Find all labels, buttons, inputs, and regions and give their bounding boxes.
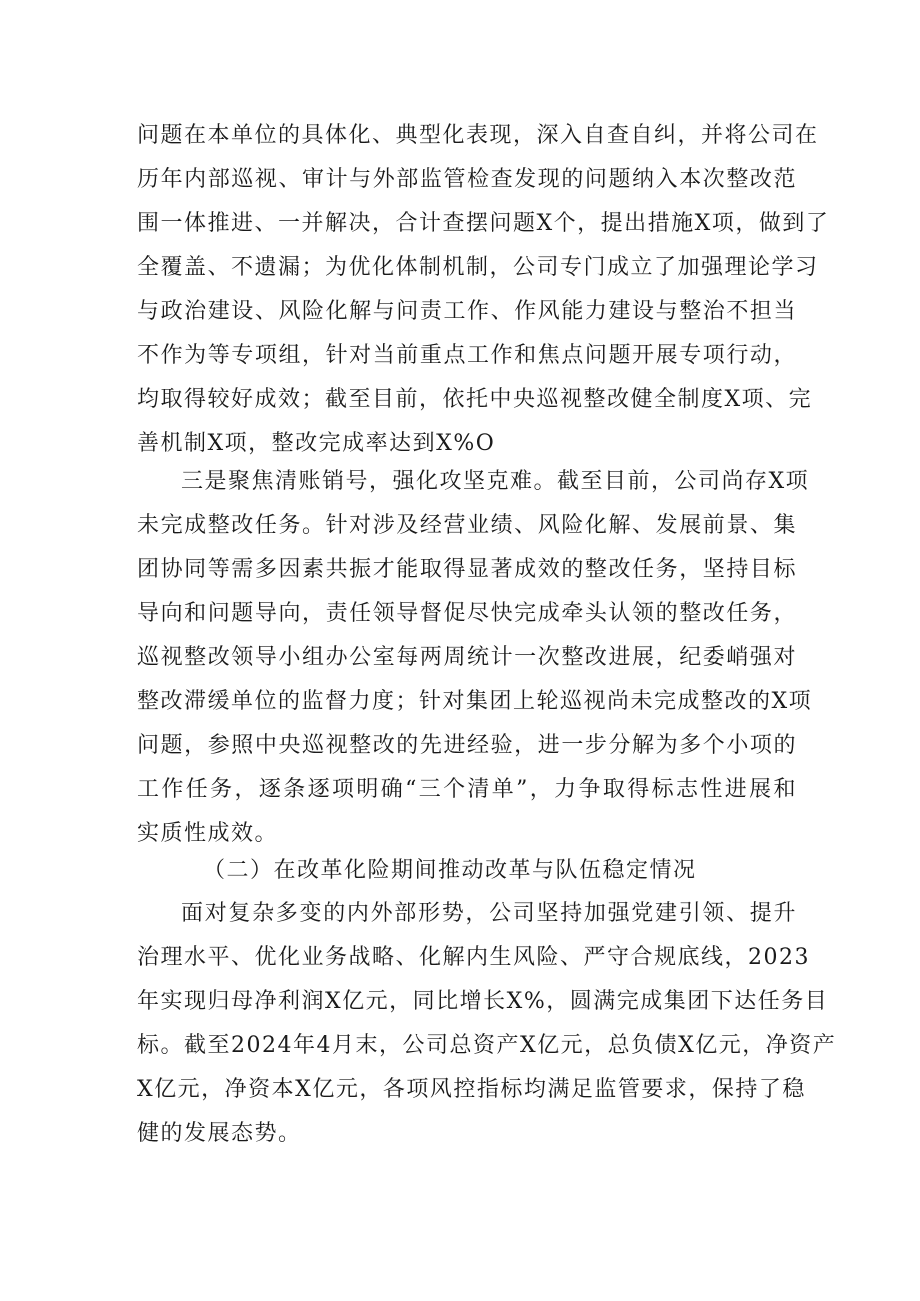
- text-line: 治理水平、优化业务战略、化解内生风险、严守合规底线，2023: [137, 945, 810, 970]
- text-line: 围一体推进、一并解决，合计查摆问题X个，提出措施X项，做到了: [137, 211, 830, 236]
- text-line: 健的发展态势。: [137, 1121, 302, 1146]
- text-line: 年实现归母净利润X亿元，同比增长X%，圆满完成集团下达任务目: [137, 989, 829, 1014]
- text-line: X亿元，净资本X亿元，各项风控指标均满足监管要求，保持了稳: [137, 1077, 806, 1102]
- text-line: 整改滞缓单位的监督力度；针对集团上轮巡视尚未完成整改的X项: [137, 689, 813, 714]
- text-line: 问题在本单位的具体化、典型化表现，深入自查自纠，并将公司在: [137, 123, 819, 148]
- text-line: 实质性成效。: [137, 821, 279, 846]
- text-line: 不作为等专项组，针对当前重点工作和焦点问题开展专项行动，: [137, 343, 797, 368]
- text-line: 工作任务，逐条逐项明确“三个清单”，力争取得标志性进展和: [137, 777, 797, 802]
- text-line: 巡视整改领导小组办公室每两周统计一次整改进展，纪委峭强对: [137, 645, 797, 670]
- text-line: 历年内部巡视、审计与外部监管检查发现的问题纳入本次整改范: [137, 167, 797, 192]
- text-line: 善机制X项，整改完成率达到X%O: [137, 431, 496, 456]
- paragraph-situation: [137, 892, 837, 1156]
- text-line: 问题，参照中央巡视整改的先进经验，进一步分解为多个小项的: [137, 733, 797, 758]
- text-line: 团协同等需多因素共振才能取得显著成效的整改任务，坚持目标: [137, 557, 797, 582]
- text-line: 与政治建设、风险化解与问责工作、作风能力建设与整治不担当: [137, 299, 797, 324]
- text-line: 导向和问题导向，责任领导督促尽快完成牵头认领的整改任务，: [137, 601, 797, 626]
- paragraph-continuation: [137, 114, 830, 466]
- section-heading: [137, 849, 797, 893]
- text-line: 面对复杂多变的内外部形势，公司坚持加强党建引领、提升: [181, 901, 797, 926]
- text-line: 均取得较好成效；截至目前，依托中央巡视整改健全制度X项、完: [137, 387, 813, 412]
- text-line: 标。截至2024年4月末，公司总资产X亿元，总负债X亿元，净资产: [137, 1033, 837, 1058]
- text-line: 三是聚焦清账销号，强化攻坚克难。截至目前，公司尚存X项: [181, 469, 810, 494]
- text-line: 全覆盖、不遗漏；为优化体制机制，公司专门成立了加强理论学习: [137, 255, 819, 280]
- text-line: 未完成整改任务。针对涉及经营业绩、风险化解、发展前景、集: [137, 513, 797, 538]
- paragraph-focus-clearing: [137, 460, 813, 856]
- section-heading-text: （二）在改革化险期间推动改革与队伍稳定情况: [203, 858, 697, 883]
